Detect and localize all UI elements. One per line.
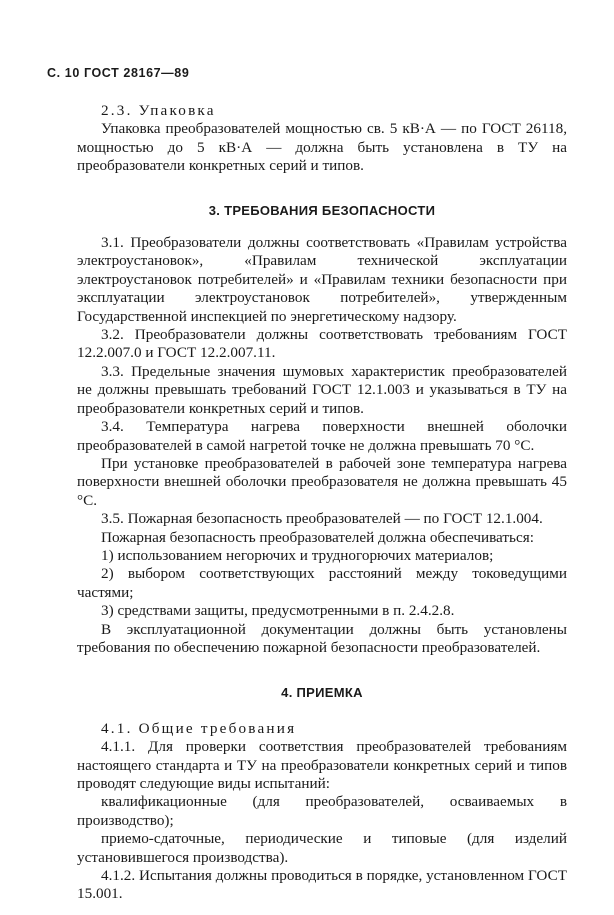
- packing-heading-text: 2.3. Упаковка: [101, 102, 216, 119]
- paragraph-3-1: 3.1. Преобразователи должны соответствовать «Правилам устройства электроустановок», «Правилам технической эксплуатации электроустановок потребителей» и «Правилам техники безопасности при эксплуатации электроустановок потребителей», утвержденным Государственной инспекцией по энергетическому надзору.: [77, 234, 567, 325]
- paragraph-3-5-documentation: В эксплуатационной документации должны быть установлены требования по обеспечению пожарной безопасности преобразователей.: [77, 620, 567, 656]
- list-item: приемо-сдаточные, периодические и типовые (для изделий установившегося производства).: [77, 830, 567, 866]
- list-item: квалификационные (для преобразователей, осваиваемых в производство);: [77, 793, 567, 829]
- paragraph-3-5-continued: Пожарная безопасность преобразователей должна обеспечиваться:: [101, 528, 534, 546]
- paragraph-4-1-2: 4.1.2. Испытания должны проводиться в порядке, установленном ГОСТ 15.001.: [77, 867, 567, 903]
- section-4-title: 4. ПРИЕМКА: [281, 685, 363, 701]
- page-header: С. 10 ГОСТ 28167—89: [47, 66, 190, 80]
- packing-paragraph: Упаковка преобразователей мощностью св. 5 кВ·А — по ГОСТ 26118, мощностью до 5 кВ·А — должна быть установлена в ТУ на преобразователи конкретных серий и типов.: [77, 120, 567, 175]
- list-item: 3) средствами защиты, предусмотренными в п. 2.4.2.8.: [101, 602, 455, 620]
- subsection-4-1-heading-text: 4.1. Общие требования: [101, 719, 297, 737]
- section-3-title: 3. ТРЕБОВАНИЯ БЕЗОПАСНОСТИ: [208, 202, 436, 218]
- paragraph-3-4-continued: При установке преобразователей в рабочей зоне температура нагрева поверхности внешней оболочки преобразователя не должна превышать 45 °С.: [77, 454, 567, 509]
- packing-heading: [77, 102, 567, 120]
- paragraph-3-4: 3.4. Температура нагрева поверхности внешней оболочки преобразователей в самой нагретой точке не должна превышать 70 °С.: [77, 418, 567, 454]
- paragraph-3-2: 3.2. Преобразователи должны соответствовать требованиям ГОСТ 12.2.007.0 и ГОСТ 12.2.007.11.: [77, 326, 567, 362]
- list-item: 1) использованием негорючих и трудногорючих материалов;: [101, 546, 494, 564]
- paragraph-3-3: 3.3. Предельные значения шумовых характеристик преобразователей не должны превышать требований ГОСТ 12.1.003 и указываться в ТУ на преобразователи конкретных серий и типов.: [77, 362, 567, 417]
- paragraph-3-5: 3.5. Пожарная безопасность преобразователей — по ГОСТ 12.1.004.: [101, 510, 543, 528]
- page-body: [77, 102, 567, 904]
- list-item: 2) выбором соответствующих расстояний между токоведущими частями;: [77, 565, 567, 601]
- subsection-4-1-heading: [77, 720, 567, 738]
- paragraph-4-1-1: 4.1.1. Для проверки соответствия преобразователей требованиям настоящего стандарта и ТУ на преобразователи конкретных серий и типов проводят следующие виды испытаний:: [77, 738, 567, 792]
